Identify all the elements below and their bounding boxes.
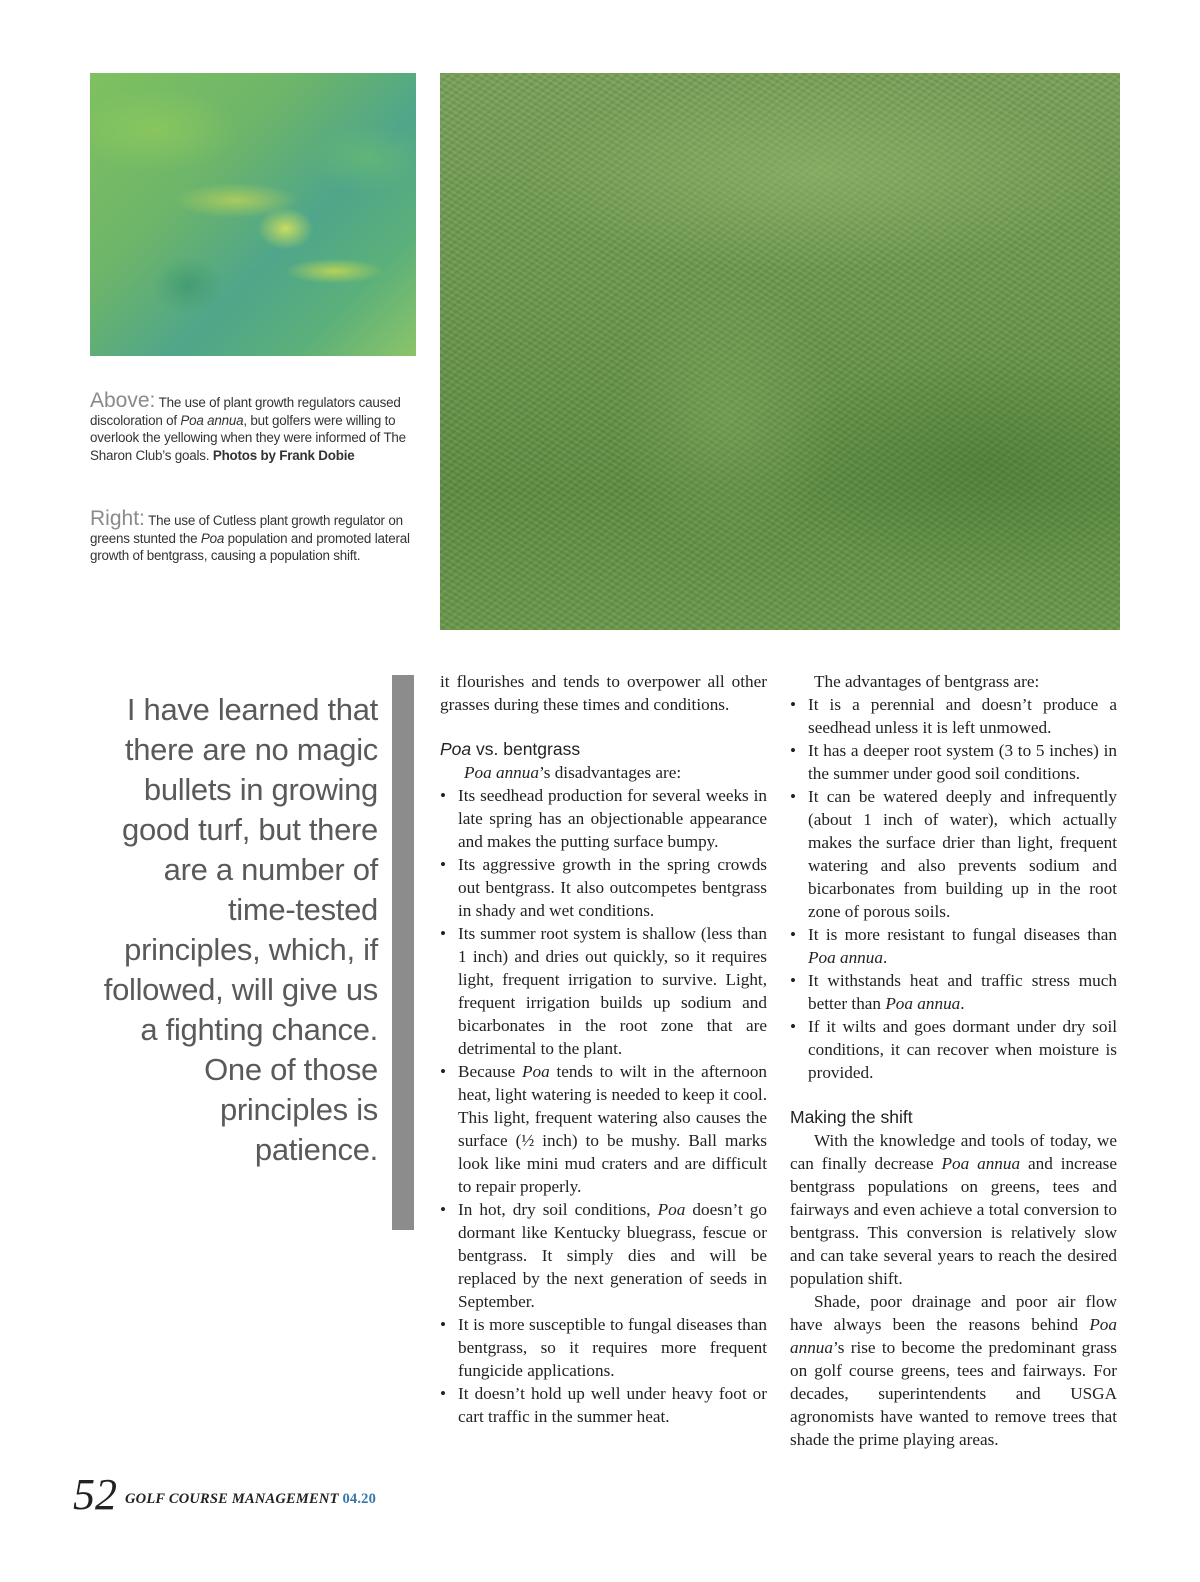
article-column-1 [440, 670, 767, 1428]
caption-above-lead: Above: [90, 389, 156, 412]
list-item: • In hot, dry soil conditions, Poa doesn’t go dormant like Kentucky bluegrass, fescue or bentgrass. It simply dies and will be replaced by the next generation of seeds in September. [440, 1198, 767, 1313]
list-item: • Its seedhead production for several weeks in late spring has an objectionable appearance and makes the putting surface bumpy. [440, 784, 767, 853]
paragraph: Poa annua’s disadvantages are: [464, 763, 682, 782]
caption-above: Above: The use of plant growth regulators caused discoloration of Poa annua, but golfers were willing to overlook the yellowing when they were informed of The Sharon Club’s goals. Photos by Frank Dobie [90, 389, 406, 463]
list-item: • It is a perennial and doesn’t produce a seedhead unless it is left unmowed. [790, 693, 1117, 739]
photo-credit: Photos by Frank Dobie [212, 447, 355, 463]
pull-quote: I have learned that there are no magic bullets in growing good turf, but there are a number of time-tested principles, which, if followed, will give us a fighting chance. One of those principles is patience. [103, 692, 378, 1167]
list-item: • It has a deeper root system (3 to 5 inches) in the summer under good soil conditions. [790, 739, 1117, 785]
section-heading-poa-vs-bentgrass: Poa vs. bentgrass [440, 739, 581, 759]
list-item: • Its summer root system is shallow (less than 1 inch) and dries out quickly, so it requires light, frequent irrigation to survive. Light, frequent irrigation builds up sodium and bicarbonates in the root zone that are detrimental to the plant. [440, 922, 767, 1060]
caption-right-lead: Right: [90, 507, 145, 530]
publication-footer [125, 1490, 376, 1508]
list-item: • If it wilts and goes dormant under dry soil conditions, it can recover when moisture is provided. [790, 1015, 1117, 1084]
caption-right: Right: The use of Cutless plant growth regulator on greens stunted the Poa population and promoted lateral growth of bentgrass, causing a population shift. [90, 507, 410, 563]
list-item: • Its aggressive growth in the spring crowds out bentgrass. It also outcompetes bentgrass in shady and wet conditions. [440, 853, 767, 922]
pull-quote-bar [392, 675, 414, 1230]
list-item: • It can be watered deeply and infrequently (about 1 inch of water), which actually makes the surface drier than light, frequent watering and also prevents sodium and bicarbonates from building up in the root zone of porous soils. [790, 785, 1117, 923]
page-number: 52 [73, 1470, 117, 1519]
article-column-2 [790, 670, 1117, 1451]
photo-bentgrass-shift [440, 73, 1120, 630]
issue-date: 04.20 [342, 1491, 377, 1507]
paragraph: Shade, poor drainage and poor air flow have always been the reasons behind Poa annua’s rise to become the predominant grass on golf course greens, tees and fairways. For decades, superintendents and USGA agronomists have wanted to remove trees that shade the prime playing areas. [790, 1292, 1117, 1449]
list-item: • It doesn’t hold up well under heavy foot or cart traffic in the summer heat. [440, 1382, 767, 1428]
list-item: • It is more susceptible to fungal diseases than bentgrass, so it requires more frequent fungicide applications. [440, 1313, 767, 1382]
paragraph: With the knowledge and tools of today, we can finally decrease Poa annua and increase bentgrass populations on greens, tees and fairways and even achieve a total conversion to bentgrass. This conversion is relatively slow and can take several years to reach the desired population shift. [790, 1131, 1117, 1288]
disadvantages-list [440, 784, 767, 1428]
list-item: • It is more resistant to fungal diseases than Poa annua. [790, 923, 1117, 969]
list-item: • Because Poa tends to wilt in the afternoon heat, light watering is needed to keep it cool. This light, frequent watering also causes the surface (½ inch) to be mushy. Ball marks look like mini mud craters and are difficult to repair properly. [440, 1060, 767, 1198]
section-heading-making-the-shift: Making the shift [790, 1107, 913, 1127]
advantages-list [790, 693, 1117, 1084]
publication-name: GOLF COURSE MANAGEMENT [125, 1491, 339, 1507]
paragraph: The advantages of bentgrass are: [814, 672, 1040, 691]
list-item: • It withstands heat and traffic stress much better than Poa annua. [790, 969, 1117, 1015]
photo-poa-yellowing [90, 73, 416, 356]
paragraph: it flourishes and tends to overpower all other grasses during these times and conditions. [440, 672, 767, 714]
